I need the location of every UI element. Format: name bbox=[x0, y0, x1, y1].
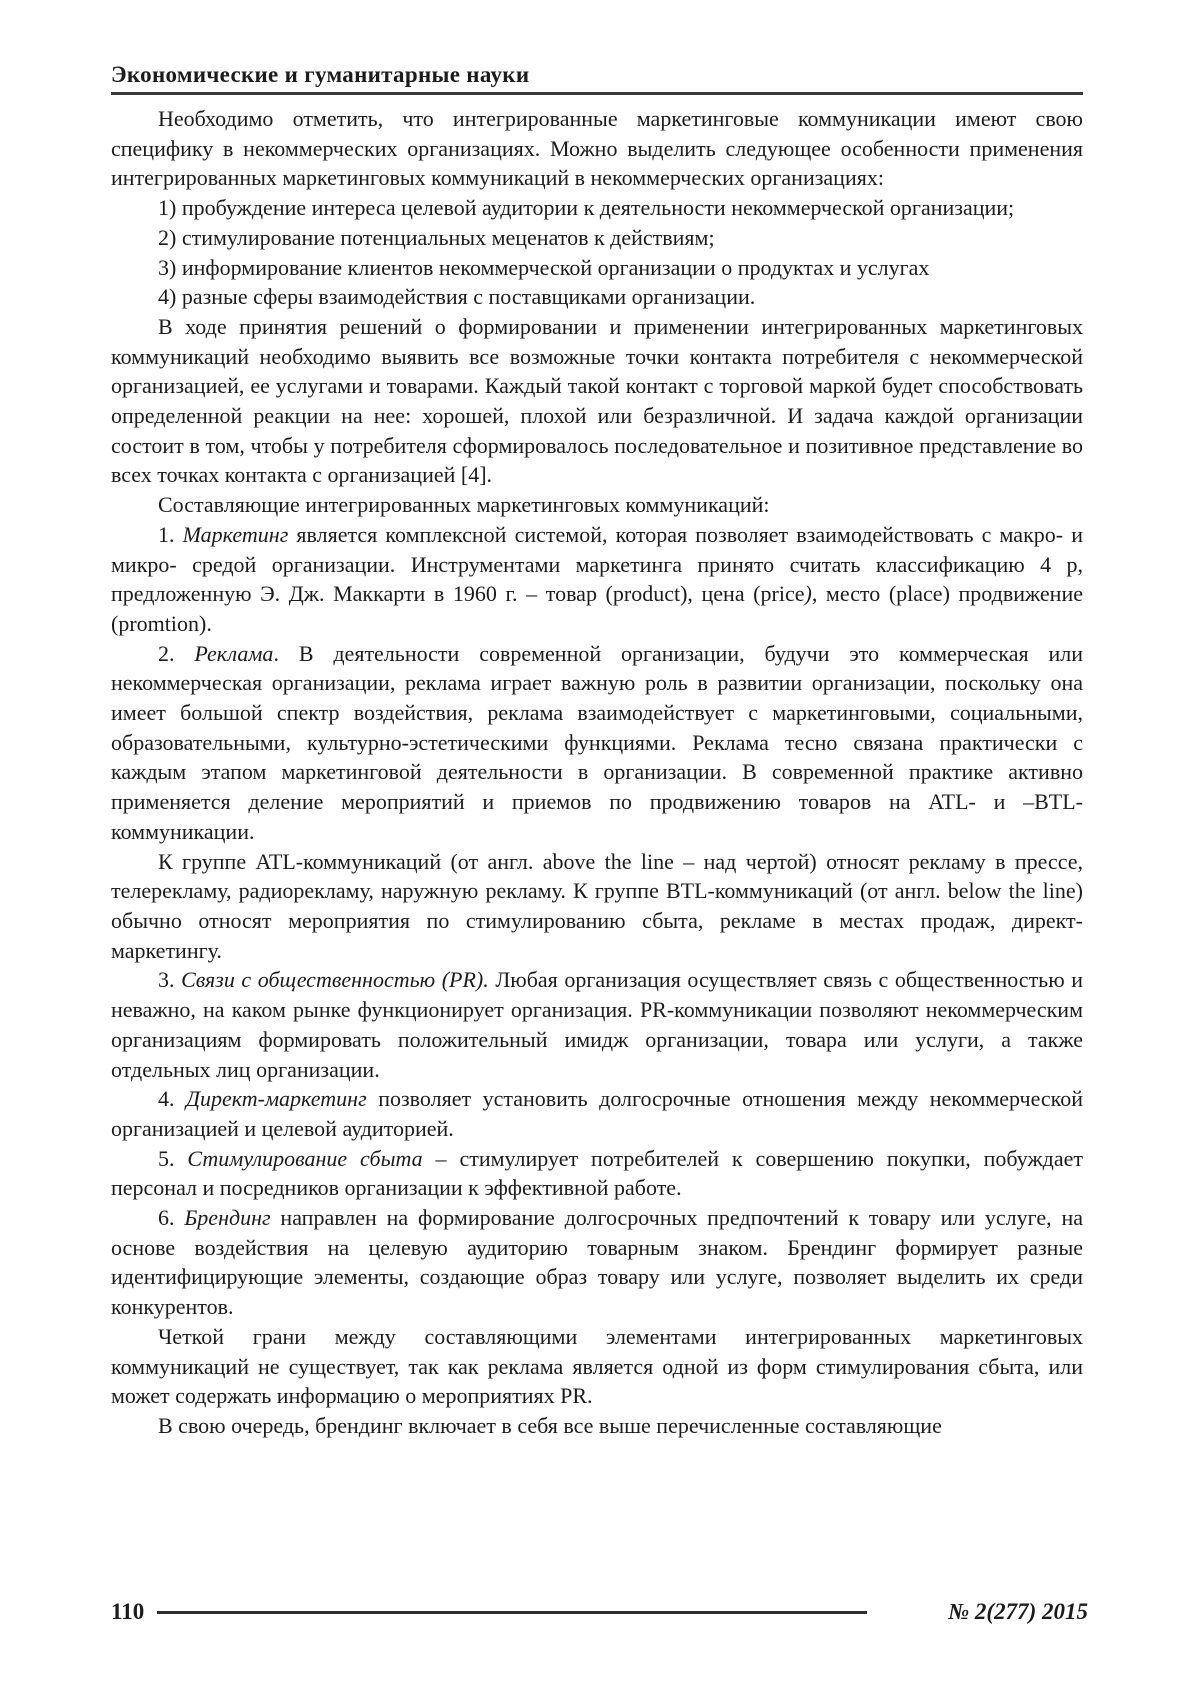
term-italic: ) bbox=[804, 581, 812, 607]
text-run: 3. bbox=[158, 967, 182, 993]
paragraph bbox=[111, 223, 1083, 253]
paragraph bbox=[111, 1084, 1083, 1143]
text-run: В свою очередь, брендинг включает в себя все выше перечисленные составляющие bbox=[158, 1412, 942, 1438]
text-run: 2. bbox=[158, 640, 195, 666]
paragraph bbox=[111, 193, 1083, 223]
text-run: 3) информирование клиентов некоммерческой организации о продуктах и услугах bbox=[158, 254, 930, 280]
issue-label: № 2(277) 2015 bbox=[948, 1599, 1088, 1624]
text-run: К группе ATL-коммуникаций (от англ. above the line – над чертой) относят рекламу в прессе, телерекламу, радиорекламу, наружную рекламу. К группе BTL-коммуникаций (от англ. below the line) обычно относят мероприятия по стимулированию сбыта, рекламе в местах продаж, директ-маркетингу. bbox=[111, 848, 1083, 963]
text-run: . В деятельности современной организации, будучи это коммерческая или некоммерческая организации, реклама играет важную роль в развитии организации, поскольку она имеет большой спектр воздействия, реклама взаимодействует с маркетинговыми, социальными, образовательными, культурно-эстетическими функциями. Реклама тесно связана практически с каждым этапом маркетинговой деятельности в организации. В современной практике активно применяется деление мероприятий и приемов по продвижению товаров на ATL- и –BTL-коммуникации. bbox=[111, 640, 1084, 844]
footer-rule bbox=[157, 1611, 867, 1614]
term-italic: Директ-маркетинг bbox=[186, 1086, 367, 1112]
text-run: Любая организация осуществляет связь с общественностью и неважно, на каком рынке функционирует организация. PR-коммуникации позволяют некоммерческим организациям формировать положительный имидж организации, товара или услуги, а также отдельных лиц организации. bbox=[111, 967, 1084, 1082]
term-italic: Маркетинг bbox=[182, 521, 289, 547]
paragraph bbox=[111, 104, 1083, 193]
text-run: Составляющие интегрированных маркетинговых коммуникаций: bbox=[158, 492, 770, 518]
text-run: позволяет установить долгосрочные отношения между некоммерческой организацией и целевой аудиторией. bbox=[111, 1086, 1083, 1141]
text-run: Необходимо отметить, что интегрированные маркетинговые коммуникации имеют свою специфику в некоммерческих организациях. Можно выделить следующее особенности применения интегрированных маркетинговых коммуникаций в некоммерческих организациях: bbox=[111, 106, 1083, 191]
page-footer bbox=[111, 1596, 1088, 1628]
text-run: 6. bbox=[158, 1205, 185, 1231]
paragraph bbox=[111, 639, 1083, 847]
paragraph bbox=[111, 312, 1083, 490]
paragraph bbox=[111, 282, 1083, 312]
page-number: 110 bbox=[111, 1599, 145, 1624]
text-run: 2) стимулирование потенциальных меценатов к действиям; bbox=[158, 224, 715, 250]
running-header bbox=[111, 62, 1083, 95]
text-run: – стимулирует потребителей к совершению покупки, побуждает персонал и посредников организации к эффективной работе. bbox=[111, 1145, 1084, 1201]
term-italic: Стимулирование сбыта bbox=[187, 1145, 423, 1171]
text-run: 1. bbox=[158, 521, 183, 547]
paragraph bbox=[111, 965, 1083, 1084]
paragraph bbox=[111, 1411, 1083, 1441]
running-header-title: Экономические и гуманитарные науки bbox=[111, 62, 530, 87]
text-run: 1) пробуждение интереса целевой аудитории к деятельности некоммерческой организации; bbox=[158, 195, 1015, 221]
paragraph bbox=[111, 1322, 1083, 1411]
text-run: 4. bbox=[158, 1086, 187, 1112]
paragraph bbox=[111, 847, 1083, 966]
paragraph bbox=[111, 1203, 1083, 1322]
term-italic: Связи с общественностью (PR). bbox=[181, 967, 489, 993]
paragraph bbox=[111, 253, 1083, 283]
term-italic: Брендинг bbox=[184, 1205, 271, 1231]
text-run: направлен на формирование долгосрочных предпочтений к товару или услуге, на основе воздействия на целевую аудиторию товарным знаком. Брендинг формирует разные идентифицирующие элементы, создающие образ товару или услуге, позволяет выделить их среди конкурентов. bbox=[111, 1205, 1084, 1320]
paragraph bbox=[111, 520, 1083, 639]
paragraph bbox=[111, 490, 1083, 520]
text-run: 4) разные сферы взаимодействия с поставщиками организации. bbox=[158, 284, 756, 310]
document-body bbox=[111, 104, 1083, 1441]
text-run: , место (place) продвижение (promtion). bbox=[111, 581, 1083, 636]
text-run: 5. bbox=[158, 1145, 188, 1171]
text-run: является комплексной системой, которая позволяет взаимодействовать с макро- и микро- средой организации. Инструментами маркетинга принято считать классификацию 4 р, предложенную Э. Дж. Маккарти в 1960 г. – товар (product), цена (price bbox=[111, 521, 1083, 607]
term-italic: Реклама bbox=[194, 640, 274, 666]
paragraph bbox=[111, 1144, 1083, 1203]
text-run: Четкой грани между составляющими элементами интегрированных маркетинговых коммуникаций не существует, так как реклама является одной из форм стимулирования сбыта, или может содержать информацию о мероприятиях PR. bbox=[111, 1323, 1083, 1409]
text-run: В ходе принятия решений о формировании и применении интегрированных маркетинговых коммуникаций необходимо выявить все возможные точки контакта потребителя с некоммерческой организацией, ее услугами и товарами. Каждый такой контакт с торговой маркой будет способствовать определенной реакции на нее: хорошей, плохой или безразличной. И задача каждой организации состоит в том, чтобы у потребителя сформировалось последовательное и позитивное представление во всех точках контакта с организацией [4]. bbox=[111, 313, 1083, 488]
